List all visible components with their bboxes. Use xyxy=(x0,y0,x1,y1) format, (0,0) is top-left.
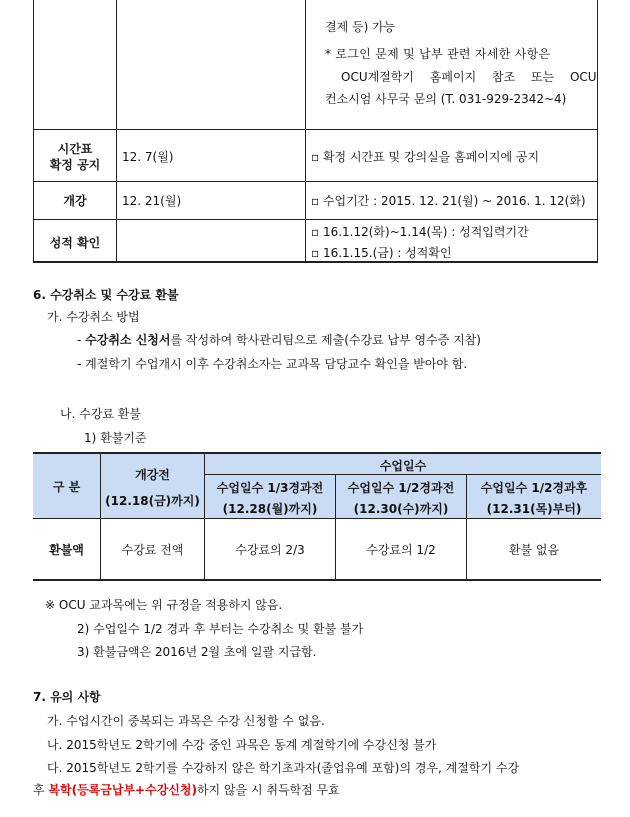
cell-text: 결제 등) 가능 xyxy=(325,20,396,34)
col-header: 개강전 xyxy=(135,468,170,482)
bullet-item xyxy=(77,331,481,348)
table-line xyxy=(33,181,598,182)
table-line xyxy=(33,129,598,130)
table-line xyxy=(33,261,598,263)
cell-text: 컨소시엄 사무국 문의 (T. 031-929-2342~4) xyxy=(325,92,567,106)
sub-heading: 가. 수강취소 방법 xyxy=(47,310,140,324)
col-header: (12.18(금)까지) xyxy=(105,494,200,508)
row-content: ▫ 확정 시간표 및 강의실을 홈페이지에 공지 xyxy=(311,150,540,164)
col-header: 수업일수 xyxy=(379,459,427,473)
bold-term: 수강취소 신청서 xyxy=(85,333,171,347)
col-header: 수업일수 1/2경과전 xyxy=(347,481,455,495)
table-cell: 수강료의 1/2 xyxy=(366,543,436,557)
note-text: 3) 환불금액은 2016년 2월 초에 일괄 지급함. xyxy=(77,645,317,659)
row-label: 시간표 xyxy=(57,142,93,156)
table-line xyxy=(33,518,601,519)
table-line xyxy=(597,0,598,263)
bullet-item: - 계절학기 수업개시 이후 수강취소자는 교과목 담당교수 확인을 받아야 함. xyxy=(77,357,468,371)
section-heading: 6. 수강취소 및 수강료 환불 xyxy=(33,288,179,302)
col-header: (12.28(월)까지) xyxy=(222,502,318,516)
table-line xyxy=(33,579,601,581)
row-label: 성적 확인 xyxy=(49,236,101,250)
table-line xyxy=(33,0,34,263)
col-header: 수업일수 1/2경과후 xyxy=(480,481,588,495)
list-item: 다. 2015학년도 2학기를 수강하지 않은 학기초과자(졸업유예 포함)의 경우, 계절학기 수강 xyxy=(47,761,520,775)
row-content: ▫ 수업기간 : 2015. 12. 21(월) ~ 2016. 1. 12(화) xyxy=(311,194,586,208)
row-label: 확정 공지 xyxy=(49,158,101,172)
bullet-prefix: - xyxy=(77,333,86,347)
table-cell: 수강료의 2/3 xyxy=(235,543,305,557)
highlight-text: 복학(등록금납부+수강신청) xyxy=(48,783,197,797)
cell-text: * 로그인 문제 및 납부 관련 자세한 사항은 xyxy=(325,47,551,61)
text-rest: 하지 않을 시 취득학점 무효 xyxy=(196,783,340,797)
section-heading: 7. 유의 사항 xyxy=(33,690,101,704)
list-item: 가. 수업시간이 중복되는 과목은 수강 신청할 수 없음. xyxy=(47,714,325,728)
col-header: (12.30(수)까지) xyxy=(353,502,449,516)
list-item xyxy=(33,781,340,798)
table-line xyxy=(33,452,601,454)
col-header: (12.31(목)부터) xyxy=(486,502,582,516)
table-cell: 수강료 전액 xyxy=(121,543,184,557)
sub-heading: 1) 환불기준 xyxy=(84,431,147,445)
cell-text: OCU계절학기 홈페이지 참조 또는 OCU xyxy=(341,70,597,84)
row-label: 환불액 xyxy=(49,543,84,557)
sub-heading: 나. 수강료 환불 xyxy=(60,407,141,421)
col-header: 수업일수 1/3경과전 xyxy=(216,481,324,495)
bullet-text: 를 작성하여 학사관리팀으로 제출(수강료 납부 영수증 지참) xyxy=(170,333,481,347)
note-text: ※ OCU 교과목에는 위 규정을 적용하지 않음. xyxy=(45,598,283,612)
note-text: 2) 수업일수 1/2 경과 후 부터는 수강취소 및 환불 불가 xyxy=(77,622,364,636)
table-line xyxy=(305,0,306,263)
row-content: ▫ 16.1.15.(금) : 성적확인 xyxy=(311,246,452,260)
table-line xyxy=(116,0,117,263)
text-prefix: 후 xyxy=(33,783,49,797)
row-date: 12. 7(월) xyxy=(122,150,174,164)
row-label: 개강 xyxy=(63,194,87,208)
table-line xyxy=(205,474,601,475)
table-line xyxy=(33,219,598,220)
row-content: ▫ 16.1.12(화)~1.14(목) : 성적입력기간 xyxy=(311,225,529,239)
table-cell: 환불 없음 xyxy=(508,543,560,557)
col-header: 구 분 xyxy=(52,480,81,494)
list-item: 나. 2015학년도 2학기에 수강 중인 과목은 동계 계절학기에 수강신청 불가 xyxy=(47,738,437,752)
row-date: 12. 21(월) xyxy=(122,194,182,208)
